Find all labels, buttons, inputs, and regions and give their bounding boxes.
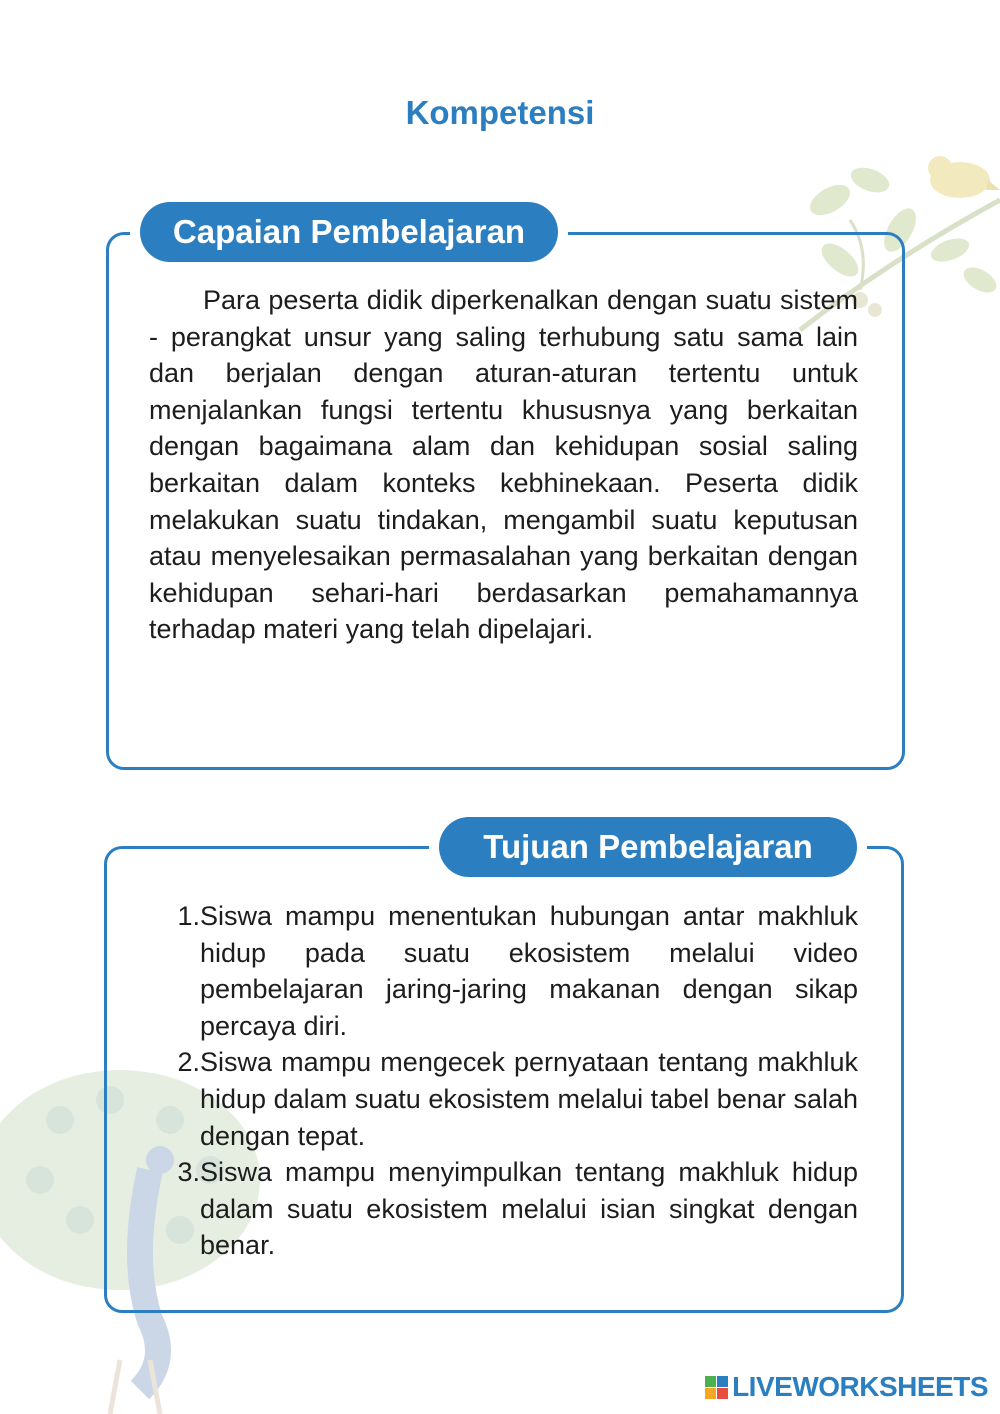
logo-text: LIVEWORKSHEETS <box>732 1371 988 1402</box>
goals-list <box>160 898 858 1264</box>
page-title: Kompetensi <box>405 94 595 131</box>
capaian-heading: Capaian Pembelajaran <box>140 202 558 262</box>
goal-number: 3. <box>177 1157 200 1188</box>
goal-text: Siswa mampu mengecek pernyataan tentang makhluk hidup dalam suatu ekosistem melalui tabel benar salah dengan tepat. <box>200 1047 858 1151</box>
goal-number: 2. <box>177 1047 200 1078</box>
goal-item <box>160 1154 858 1264</box>
goal-item <box>160 898 858 1044</box>
tujuan-heading: Tujuan Pembelajaran <box>439 817 857 877</box>
liveworksheets-logo[interactable] <box>705 1372 988 1402</box>
goal-text: Siswa mampu menentukan hubungan antar makhluk hidup pada suatu ekosistem melalui video pembelajaran jaring-jaring makanan dengan sikap percaya diri. <box>200 901 858 1041</box>
goal-item <box>160 1044 858 1154</box>
capaian-paragraph: Para peserta didik diperkenalkan dengan suatu sistem - perangkat unsur yang saling terhubung satu sama lain dan berjalan dengan aturan-aturan tertentu untuk menjalankan fungsi tertentu khususnya yang berkaitan dengan bagaimana alam dan kehidupan sosial saling berkaitan dalam konteks kebhinekaan. Peserta didik melakukan suatu tindakan, mengambil suatu keputusan atau menyelesaikan permasalahan yang berkaitan dengan kehidupan sehari-hari berdasarkan pemahamannya terhadap materi yang telah dipelajari. <box>149 285 858 645</box>
goal-text: Siswa mampu menyimpulkan tentang makhluk hidup dalam suatu ekosistem melalui isian singkat dengan benar. <box>200 1157 858 1261</box>
goal-number: 1. <box>177 901 200 931</box>
liveworksheets-logo-icon <box>705 1376 728 1399</box>
